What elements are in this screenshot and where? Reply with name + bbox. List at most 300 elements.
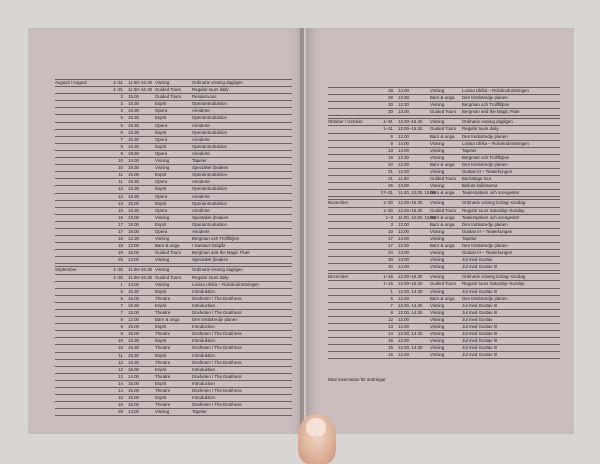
date-cell: 1–3 [385,214,393,220]
date-cell: 21 [388,176,393,182]
category-cell: Visning [430,88,445,93]
time-cell: 19.30 [128,165,139,171]
month-label [328,102,374,108]
schedule-row [55,151,292,158]
schedule-row [55,165,292,172]
schedule-row [328,95,560,102]
date-cell: 17 [118,221,123,227]
event-cell: Introduktion [192,352,215,358]
event-cell: Gustav III – Teaterkungen [462,169,513,175]
category-cell: Visning [155,158,170,164]
schedule-row [55,201,292,208]
date-cell: 1–30 [383,200,393,206]
time-cell: 13.00 [128,243,139,249]
month-label [328,236,374,242]
date-cell: 15 [118,207,123,213]
category-cell: Visning [430,302,445,308]
schedule-row [55,324,292,331]
time-cell: 16.30 [128,136,139,142]
category-cell: Visning [155,165,170,171]
category-cell: Visning [155,267,170,273]
date-cell: 5 [120,288,123,294]
schedule-row [328,169,560,176]
date-cell: 5 [120,115,123,121]
category-cell: Esprit [155,366,167,372]
category-cell: Barn & unga [430,133,455,139]
month-label [55,144,104,150]
month-label [55,324,104,330]
month-label [328,183,374,189]
date-cell: 1–30 [113,267,123,273]
month-label [328,317,374,323]
schedule-row [328,324,560,331]
event-cell: Dövheten / The Deafness [192,310,242,315]
time-cell: 12.00 [398,133,409,139]
category-cell: Barn & unga [430,214,455,220]
category-cell: Barn & unga [155,243,180,249]
date-cell: 16 [388,352,393,358]
schedule-row [328,183,560,190]
month-label [55,194,104,200]
category-cell: Barn & unga [430,221,455,227]
month-label [55,186,104,192]
time-cell: 16.30 [128,143,139,149]
date-cell: 3 [390,221,393,227]
event-cell: Ordinarie visning dagligen [462,119,513,125]
event-cell: Operaintroduktion [192,172,227,178]
time-cell: 11.00 [398,176,409,182]
event-cell: Dövheten / The Deafness [192,331,242,337]
month-section [55,266,292,416]
category-cell: Guided Tours [430,176,457,182]
category-cell: Barn & unga [430,242,455,248]
schedule-row [328,199,560,207]
event-cell: Jul med Gustav III [462,288,498,294]
time-cell: 11.00–16.30 [128,80,153,85]
date-cell: 10 [388,228,393,234]
category-cell: Guided Tours [430,109,457,115]
event-cell: Arioderte [192,122,210,128]
event-cell: Bergman och Trollflöjten [462,102,510,108]
category-cell: Esprit [155,143,167,149]
category-cell: Guided Tours [155,250,182,256]
category-cell: Guided Tours [155,94,182,100]
date-cell: 6 [120,129,123,135]
time-cell: 13.00 [128,257,139,263]
event-cell: Tapeter [192,158,207,164]
event-cell: Rendezvous [192,94,217,100]
time-cell: 15.30 [128,352,139,358]
month-label [55,345,104,351]
date-cell: 7 [120,136,123,142]
event-cell: Regular tours daily [192,274,229,280]
month-label [55,310,104,316]
month-label [328,264,374,270]
month-label [328,215,374,221]
time-cell: 13.00 [398,228,409,234]
event-cell: Jul med Gustav [462,257,493,263]
schedule-row [55,222,292,229]
event-cell: Spectakel (boaken [192,165,229,171]
event-cell: Dövheten / The Deafness [192,359,242,365]
category-cell: Esprit [155,172,167,178]
date-cell: 12 [118,193,123,199]
time-cell: 15.00 [128,200,139,206]
date-cell: 30 [388,109,393,115]
month-section [328,87,560,116]
schedule-row [55,250,292,257]
schedule-row [55,374,292,381]
time-cell: 15.00 [128,310,139,315]
date-cell: 14 [118,380,123,386]
schedule-row [328,148,560,155]
event-cell: Introduction [192,302,215,308]
date-cell: 24 [388,250,393,256]
time-cell: 12.30 [128,236,139,242]
month-label [328,176,374,182]
event-cell: Introduktion [192,338,215,344]
category-cell: Opera [155,179,168,185]
date-cell: 29 [118,409,123,415]
time-cell: 12.00 [398,324,409,329]
left-page [28,28,304,434]
time-cell: 13.00 [398,257,409,263]
time-cell: 19.30 [128,150,139,156]
time-cell: 12.00, 14.30 [398,309,423,315]
event-cell: Ordinarie visning dagligen [192,267,243,273]
month-label [328,310,374,316]
date-cell: 1 [120,281,123,287]
month-label [55,338,104,344]
date-cell: 1–30 [113,274,123,280]
month-label [55,331,104,337]
event-cell: Gustav III – Teaterkungen [462,250,513,256]
schedule-row [328,296,560,303]
schedule-row [55,395,292,402]
schedule-row [328,126,560,133]
schedule-row [55,229,292,236]
category-cell: Esprit [155,115,167,121]
category-cell: Visning [155,236,170,242]
month-label [328,352,374,358]
time-cell: 13.00 [398,235,409,241]
date-cell: 21 [388,169,393,175]
schedule-row [328,289,560,296]
date-cell: 12 [118,186,123,192]
schedule-row [328,310,560,317]
category-cell: Esprit [155,338,167,344]
time-cell: 14.00 [398,140,409,146]
category-cell: Esprit [155,221,167,227]
date-cell: 10 [118,338,123,344]
category-cell: Visning [430,257,445,263]
event-cell: Tapeter [192,409,207,415]
event-cell: Arioderte [192,193,210,199]
schedule-row [328,281,560,288]
schedule-row [55,243,292,250]
schedule-row [55,144,292,151]
category-cell: Visning [430,338,445,344]
schedule-row [328,141,560,148]
month-label [55,374,104,380]
event-cell: Lovisa Ulrika – Rokokodrottningen [192,281,259,287]
category-cell: Visning [430,140,445,146]
event-cell: Den trettiotredje planen [462,295,508,301]
time-cell: 12.00 [398,316,409,322]
month-section [328,273,560,359]
event-cell: Den trettiotredje planen [462,95,508,101]
month-label [328,345,374,351]
month-label [55,317,104,323]
schedule-row [55,137,292,144]
month-label [328,208,374,214]
category-cell: Guided Tours [155,87,182,93]
category-cell: Barn & unga [430,295,455,301]
date-cell: 29 [388,95,393,101]
month-label [328,88,374,94]
date-cell: 30 [388,257,393,263]
category-cell: Visning [430,250,445,256]
event-cell: Arioderte [192,136,210,142]
event-cell: Dövheten / The Deafness [192,388,242,394]
schedule-row [55,367,292,374]
category-cell: Visning [430,324,445,329]
date-cell: 2 [120,94,123,100]
date-cell: 30 [388,102,393,108]
schedule-row [55,275,292,282]
month-label [55,236,104,242]
month-label [55,137,104,143]
schedule-row [55,303,292,310]
event-cell: Operaintroduktion [192,221,227,227]
event-cell: Introduktion [192,395,215,401]
event-cell: Regular tours daily [192,87,229,93]
event-cell: Regular tours Saturday–Sunday [462,207,525,213]
schedule-row [55,317,292,324]
schedule-row [55,186,292,193]
month-label [328,109,374,115]
time-cell: 12.00 [128,317,139,323]
date-cell: 13 [118,373,123,379]
event-cell: Dövheten / The Deafness [192,373,242,379]
schedule-row [328,338,560,345]
month-label [55,381,104,387]
time-cell: 15.30 [128,338,139,344]
date-cell: 1–31 [383,126,393,132]
time-cell: 12.00–15.30 [398,119,423,125]
event-cell: Jul med Gustav III [462,352,498,358]
time-cell: 14.00 [398,88,409,93]
date-cell: 7 [390,302,393,308]
time-cell: 15.00 [128,324,139,330]
event-cell: Regular tours daily [462,126,499,132]
category-cell: Esprit [155,380,167,386]
date-cell: 15 [388,338,393,344]
event-cell: Tapeter [462,235,477,241]
category-cell: Theatre [155,373,171,379]
month-label [55,367,104,373]
schedule-row [55,101,292,108]
schedule-row [328,303,560,310]
month-label [55,115,104,121]
month-label [55,250,104,256]
time-cell: 19.30 [128,193,139,199]
month-label [328,169,374,175]
schedule-row [55,79,292,87]
date-cell: 10 [118,345,123,351]
month-label [328,338,374,344]
thumbnail-nail [306,418,326,436]
month-label [55,130,104,136]
month-label [55,353,104,359]
schedule-row [328,102,560,109]
category-cell: Visning [430,264,445,270]
date-cell: 3 [120,108,123,114]
month-label [55,296,104,302]
time-cell: 12.00 [398,95,409,101]
schedule-row [55,381,292,388]
event-cell: Spectakel (boaken [192,257,229,263]
event-cell: Dövheten / The Deafness [192,295,242,301]
time-cell: 19.30 [128,179,139,185]
time-cell: 15.00 [128,172,139,178]
date-cell: 25 [388,183,393,189]
event-cell: Bergman och Trollflöjten [462,154,510,160]
category-cell: Theatre [155,388,171,394]
month-section [328,118,560,197]
schedule-row [55,282,292,289]
month-label [328,289,374,295]
date-cell: 18 [118,236,123,242]
date-cell: 11 [118,179,123,185]
time-cell: 11.00, 13.00, 15.00 [398,190,436,196]
time-cell: 14.00 [128,373,139,379]
event-cell: Introduktion [192,288,215,294]
event-cell: Arioderte [192,108,210,114]
category-cell: Visning [430,169,445,175]
event-cell: Jul med Gustav [462,316,493,322]
time-cell: 15.30 [128,359,139,365]
date-cell: 20 [388,161,393,167]
time-cell: 16.00 [128,331,139,337]
event-cell: Jul med Gustav III [462,345,498,351]
schedule-row [55,194,292,201]
event-cell: Spectakel (boaken [192,214,229,220]
month-label [55,151,104,157]
category-cell: Barn & unga [155,317,180,323]
event-cell: Lovisa Ulrika – Rokokodrottningen [462,88,529,93]
month-label [55,215,104,221]
date-cell: 8 [120,331,123,337]
date-cell: 16 [118,214,123,220]
time-cell: 14.00 [128,158,139,164]
time-cell: 12.00 [398,221,409,227]
month-section [55,79,292,264]
category-cell: Theatre [155,359,171,365]
schedule-row [328,257,560,264]
schedule-row [55,360,292,367]
month-label [328,331,374,337]
month-label [55,360,104,366]
date-cell: 1–15 [383,274,393,280]
month-label [328,222,374,228]
event-cell: Operaintroduktion [192,186,227,192]
time-cell: 12.00 [398,169,409,175]
category-cell: Opera [155,207,168,213]
event-cell: Backstage tour [462,176,492,182]
event-cell: Den trettiotredje planen [462,221,508,227]
category-cell: Esprit [155,200,167,206]
category-cell: Theatre [155,295,171,301]
month-label [55,123,104,129]
category-cell: Visning [155,281,170,287]
month-label [55,257,104,263]
month-label [55,402,104,408]
category-cell: Opera [155,108,168,114]
month-label [55,179,104,185]
event-cell: Dövheten / The Deafness [192,345,242,351]
month-label [55,282,104,288]
event-cell: Bergman and the Magic Flute [192,250,250,256]
schedule-row [55,353,292,360]
time-cell: 19.30 [128,207,139,213]
changes-note: Med reservation för ändringar [328,377,386,383]
month-label: Oktober / October [328,119,363,125]
schedule-row [55,296,292,303]
schedule-row [55,402,292,409]
event-cell: Tapeter [462,147,477,153]
category-cell: Barn & unga [430,161,455,167]
month-label [328,148,374,154]
time-cell: 15.30 [128,186,139,192]
schedule-row [328,208,560,215]
schedule-row [328,317,560,324]
category-cell: Guided Tours [430,126,457,132]
date-cell: 19 [118,250,123,256]
schedule-row [328,345,560,352]
date-cell: 13 [388,147,393,153]
schedule-row [55,257,292,264]
category-cell: Visning [430,288,445,294]
event-cell: Den trettiotredje planen [462,161,508,167]
date-cell: 14 [118,388,123,394]
event-cell: Introduction [192,380,215,386]
month-label [328,243,374,249]
time-cell: 12.00–15.30 [398,274,423,280]
time-cell: 15.30 [128,115,139,121]
schedule-row [328,176,560,183]
event-cell: Arioderte [192,150,210,156]
category-cell: Opera [155,136,168,142]
schedule-row [55,409,292,416]
date-cell: 12 [118,366,123,372]
category-cell: Guided Tours [430,207,457,213]
schedule-row [55,331,292,338]
category-cell: Visning [430,183,445,189]
month-label [328,296,374,302]
date-cell: 1–31 [113,80,123,85]
date-cell: 8 [120,324,123,330]
date-cell: 19 [388,154,393,160]
category-cell: Visning [155,257,170,263]
schedule-row [328,87,560,95]
month-label [55,229,104,235]
event-cell: Jul med Gustav III [462,264,498,270]
category-cell: Theatre [155,402,171,408]
right-page [306,28,574,434]
time-cell: 12.00, 14.30 [398,345,423,351]
date-cell: 13 [388,324,393,329]
